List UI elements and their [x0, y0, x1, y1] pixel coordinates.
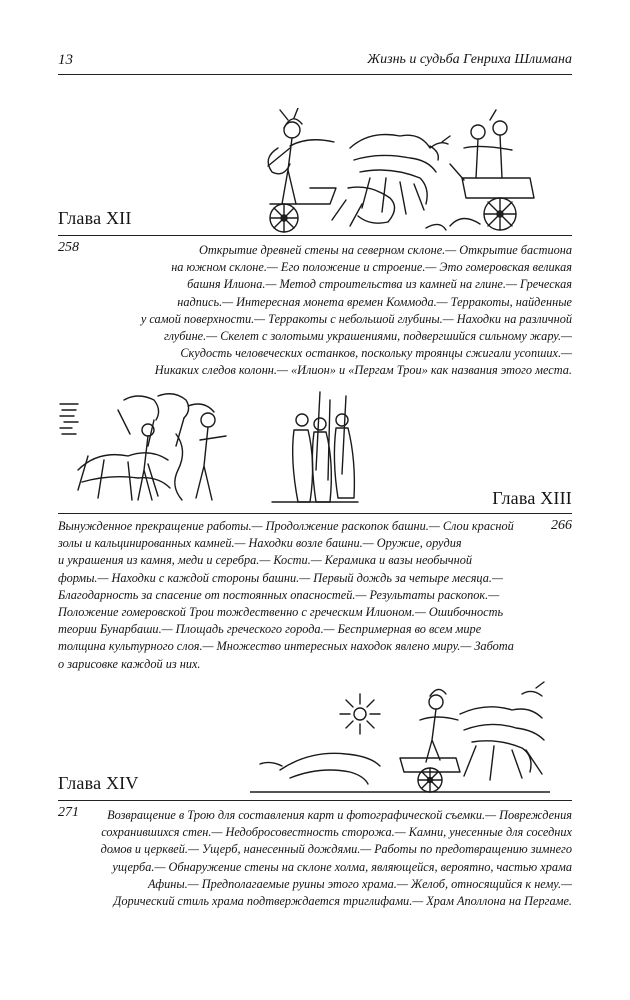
chapter-12-rule — [58, 235, 572, 236]
summary-line: башня Илиона.— Метод строительства из камней на глине.— Греческая — [187, 277, 572, 292]
summary-line: формы.— Находки с каждой стороны башни.— Первый дождь за четыре месяца.— — [58, 570, 503, 585]
summary-line: глубине.— Скелет с золотыми украшениями, подвергшийся сильному жару.— — [163, 329, 572, 344]
chapter-13-page-number: 266 — [551, 518, 572, 533]
summary-line: Афины.— Предполагаемые руины этого храма.— Желоб, относящийся к нему.— — [148, 876, 572, 891]
page-number: 13 — [58, 52, 73, 68]
chapter-14-page-number: 271 — [58, 805, 79, 820]
summary-line: золы и кальцинированных камней.— Находки возле башни.— Оружие, орудия — [58, 536, 462, 551]
summary-line: Дорический стиль храма подтверждается триглифами.— Храм Аполлона на Пергаме. — [113, 894, 572, 909]
summary-line: ущерба.— Обнаружение стены на склоне холма, являющейся, вероятно, частью храма — [112, 859, 572, 874]
summary-line: о зарисовке каждой из них. — [58, 656, 201, 671]
running-title: Жизнь и судьба Генриха Шлимана — [367, 52, 572, 67]
header-rule — [58, 74, 572, 75]
chapter-12-page-number: 258 — [58, 240, 79, 255]
summary-line: на южном склоне.— Его положение и строение.— Это гомеровская великая — [171, 260, 572, 275]
summary-line: Скудость человеческих останков, поскольку троянцы сжигали усопших.— — [180, 346, 572, 361]
summary-line: толщина культурного слоя.— Множество интересных находок явлено миру.— Забота — [58, 639, 514, 654]
summary-line: Вынужденное прекращение работы.— Продолжение раскопок башни.— Слои красной — [58, 519, 514, 533]
chapter-12-summary — [100, 242, 572, 380]
summary-line: надпись.— Интересная монета времен Коммода.— Терракоты, найденные — [177, 294, 572, 309]
summary-line: Положение гомеровской Трои тождественно с греческим Илионом.— Ошибочность — [58, 605, 504, 620]
chapter-14-summary — [100, 807, 572, 910]
summary-line: сохранившихся стен.— Недобросовестность сторожа.— Камни, унесенные для соседних — [101, 825, 572, 840]
summary-line: и украшения из камня, меди и серебра.— Кости.— Керамика и вазы необычной — [58, 553, 473, 568]
summary-line: Благодарность за спасение от постоянных опасностей.— Результаты раскопок.— — [58, 587, 500, 602]
chapter-13-summary — [58, 518, 530, 673]
summary-line: домов и церквей.— Ущерб, нанесенный дождями.— Работы по предотвращению зимнего — [100, 842, 572, 857]
summary-line: у самой поверхности.— Терракоты с небольшой глубины.— Находки на различной — [140, 311, 572, 326]
chapter-14-illustration — [250, 680, 550, 795]
chapter-12-heading: Глава XII — [58, 208, 132, 228]
chapter-14-rule — [58, 800, 572, 801]
chapter-13-rule — [58, 513, 572, 514]
chapter-12-illustration — [250, 108, 550, 236]
chapter-13-heading: Глава XIII — [492, 488, 572, 508]
summary-line: Возвращение в Трою для составления карт и фотографической съемки.— Повреждения — [107, 808, 572, 822]
summary-line: Никаких следов колонн.— «Илион» и «Пергам Трои» как названия этого места. — [154, 363, 572, 378]
summary-line: Открытие древней стены на северном склоне.— Открытие бастиона — [198, 243, 572, 257]
summary-line: теории Бунарбаши.— Площадь греческого города.— Беспримерная во всем мире — [58, 622, 482, 637]
chapter-13-illustration — [58, 390, 368, 512]
chapter-14-heading: Глава XIV — [58, 773, 139, 793]
